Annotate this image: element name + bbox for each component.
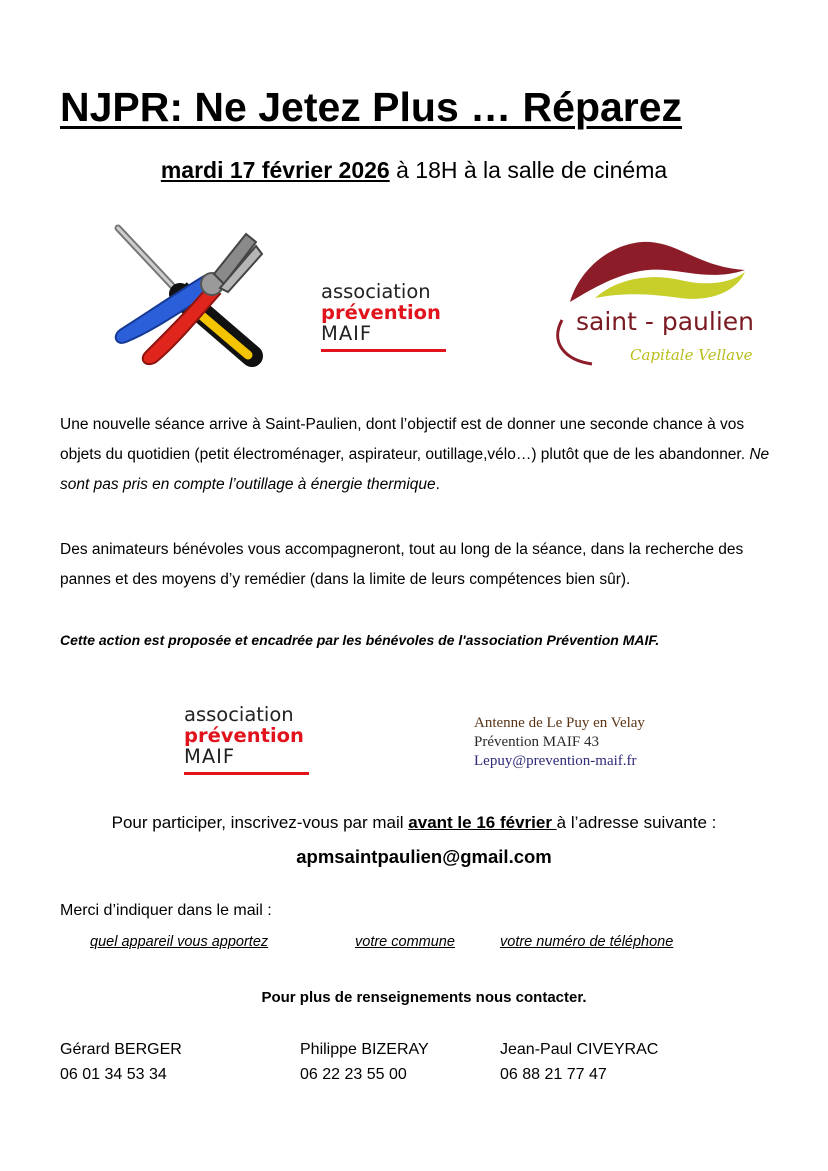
mail-item-device: quel appareil vous apportez <box>90 934 269 950</box>
contact-card <box>300 1037 429 1087</box>
contact-card <box>60 1037 182 1087</box>
mail-instructions: Merci d’indiquer dans le mail : <box>60 902 272 919</box>
event-line <box>0 157 828 184</box>
page-title: NJPR: Ne Jetez Plus … Réparez <box>60 84 683 130</box>
registration-deadline: avant le 16 février <box>408 813 557 832</box>
exclusion-note: Ne sont pas pris en compte l’outillage à énergie thermique <box>60 446 770 493</box>
contact-phone: 06 22 23 55 00 <box>300 1066 407 1083</box>
maif-logo-bottom: association prévention MAIF <box>184 704 309 775</box>
volunteers-paragraph: Des animateurs bénévoles vous accompagneront, tout au long de la séance, dans la recherche des pannes et des moyens d’y remédier (dans la limite de leurs compétences bien sûr). <box>60 541 744 588</box>
event-date: mardi 17 février 2026 <box>160 157 390 183</box>
contact-phone: 06 88 21 77 47 <box>500 1066 607 1083</box>
tools-illustration <box>96 212 266 372</box>
maif-logo: association prévention MAIF <box>321 281 446 352</box>
mail-item-phone: votre numéro de téléphone <box>500 934 674 950</box>
contact-heading: Pour plus de renseignements nous contacter. <box>261 989 587 1006</box>
registration-email[interactable]: apmsaintpaulien@gmail.com <box>296 846 552 867</box>
contact-phone: 06 01 34 53 34 <box>60 1066 167 1083</box>
saint-paulien-name: saint - paulien <box>576 307 755 336</box>
contact-name: Jean-Paul CIVEYRAC <box>500 1041 659 1058</box>
saint-paulien-logo <box>540 232 765 377</box>
contact-name: Gérard BERGER <box>60 1041 182 1058</box>
event-details: à 18H à la salle de cinéma <box>389 157 668 183</box>
intro-paragraph: Une nouvelle séance arrive à Saint-Paulien, dont l’objectif est de donner une seconde chance à vos objets du quotidien (petit électroménager, aspirateur, outillage,vélo…) plutôt que de les abandonner. Ne sont pas pris en compte l’outillage à énergie thermique. <box>60 416 770 493</box>
antenne-block <box>474 714 645 771</box>
registration-line: Pour participer, inscrivez-vous par mail avant le 16 février à l’adresse suivante : <box>111 813 717 832</box>
contact-name: Philippe BIZERAY <box>300 1041 429 1058</box>
mail-item-commune: votre commune <box>355 934 455 950</box>
saint-paulien-tagline: Capitale Vellave <box>630 346 753 364</box>
contact-card <box>500 1037 658 1087</box>
antenne-name: Antenne de Le Puy en Velay <box>474 715 645 731</box>
organizer-note: Cette action est proposée et encadrée par les bénévoles de l'association Prévention MAIF. <box>60 632 660 648</box>
antenne-email[interactable]: Lepuy@prevention-maif.fr <box>474 753 637 769</box>
antenne-org: Prévention MAIF 43 <box>474 734 599 750</box>
